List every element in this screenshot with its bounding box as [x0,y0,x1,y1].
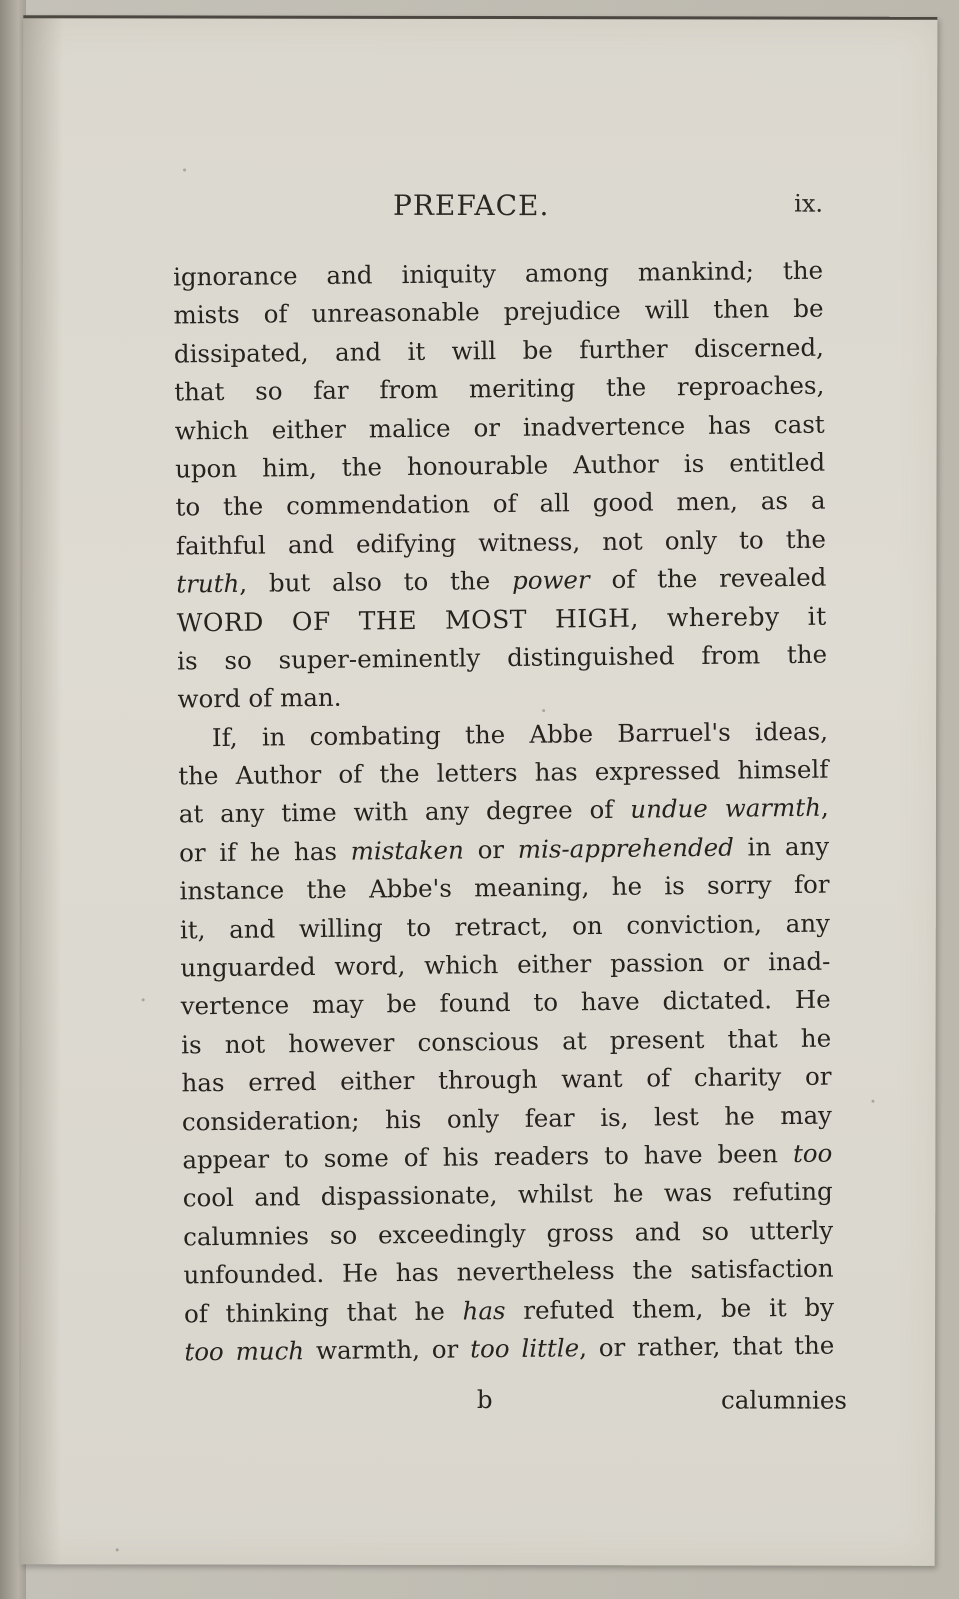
page-header [393,189,823,230]
text-line: has erred either through want of charity or [181,1061,832,1098]
page-footer [477,1385,847,1420]
text-line: consideration; his only fear is, lest he may [181,1100,833,1137]
text-line: to the commendation of all good men, as a [175,485,826,522]
text-line: If, in combating the Abbe Barruel's ideas, [211,716,829,752]
text-line: or if he has mistaken or mis-apprehended in any [179,831,830,868]
text-line: appear to some of his readers to have been too [182,1138,833,1175]
text-line: faithful and edifying witness, not only to the [175,524,827,561]
paper-speck [542,709,545,712]
text-line: upon him, the honourable Author is entitled [174,447,826,484]
book-page [21,15,938,1566]
text-line: is so super-eminently distinguished from the [176,639,828,676]
paper-speck [871,1100,874,1103]
text-line: unfounded. He has nevertheless the satisfaction [183,1253,834,1290]
paper-speck [183,168,186,171]
text-line: calumnies so exceedingly gross and so utterly [183,1215,834,1252]
text-line: that so far from meriting the reproaches, [174,370,825,407]
text-line: instance the Abbe's meaning, he is sorry for [179,869,830,906]
spine-shadow [21,18,64,1564]
page-number: ix. [794,189,824,218]
text-line: the Author of the letters has expressed himself [178,754,829,791]
text-line: is not however conscious at present that he [181,1023,832,1060]
text-line: of thinking that he has refuted them, be it by [183,1292,835,1328]
text-line: it, and willing to retract, on conviction, any [179,908,831,945]
paper-speck [142,998,145,1001]
text-line: mists of unreasonable prejudice will then be [173,294,824,330]
catchword: calumnies [721,1385,847,1415]
text-line: too much warmth, or too little, or rather, that the [184,1330,835,1367]
text-line: vertence may be found to have dictated. He [180,985,831,1021]
running-title: PREFACE. [392,188,550,223]
text-line: dissipated, and it will be further discerned, [173,332,825,369]
signature-mark: b [476,1384,493,1415]
body-text [173,252,835,1372]
text-line: cool and dispassionate, whilst he was refuting [182,1176,833,1213]
text-line: WORD OF THE MOST HIGH, whereby it [176,601,827,637]
paper-speck [116,1548,119,1551]
text-line: ignorance and iniquity among mankind; the [172,255,824,292]
text-line: at any time with any degree of undue warmth, [178,793,829,829]
text-line: which either malice or inadvertence has cast [174,409,825,446]
text-line: unguarded word, which either passion or inad- [180,946,831,983]
text-line: truth, but also to the power of the revealed [176,562,827,599]
text-line: word of man. [177,683,342,714]
